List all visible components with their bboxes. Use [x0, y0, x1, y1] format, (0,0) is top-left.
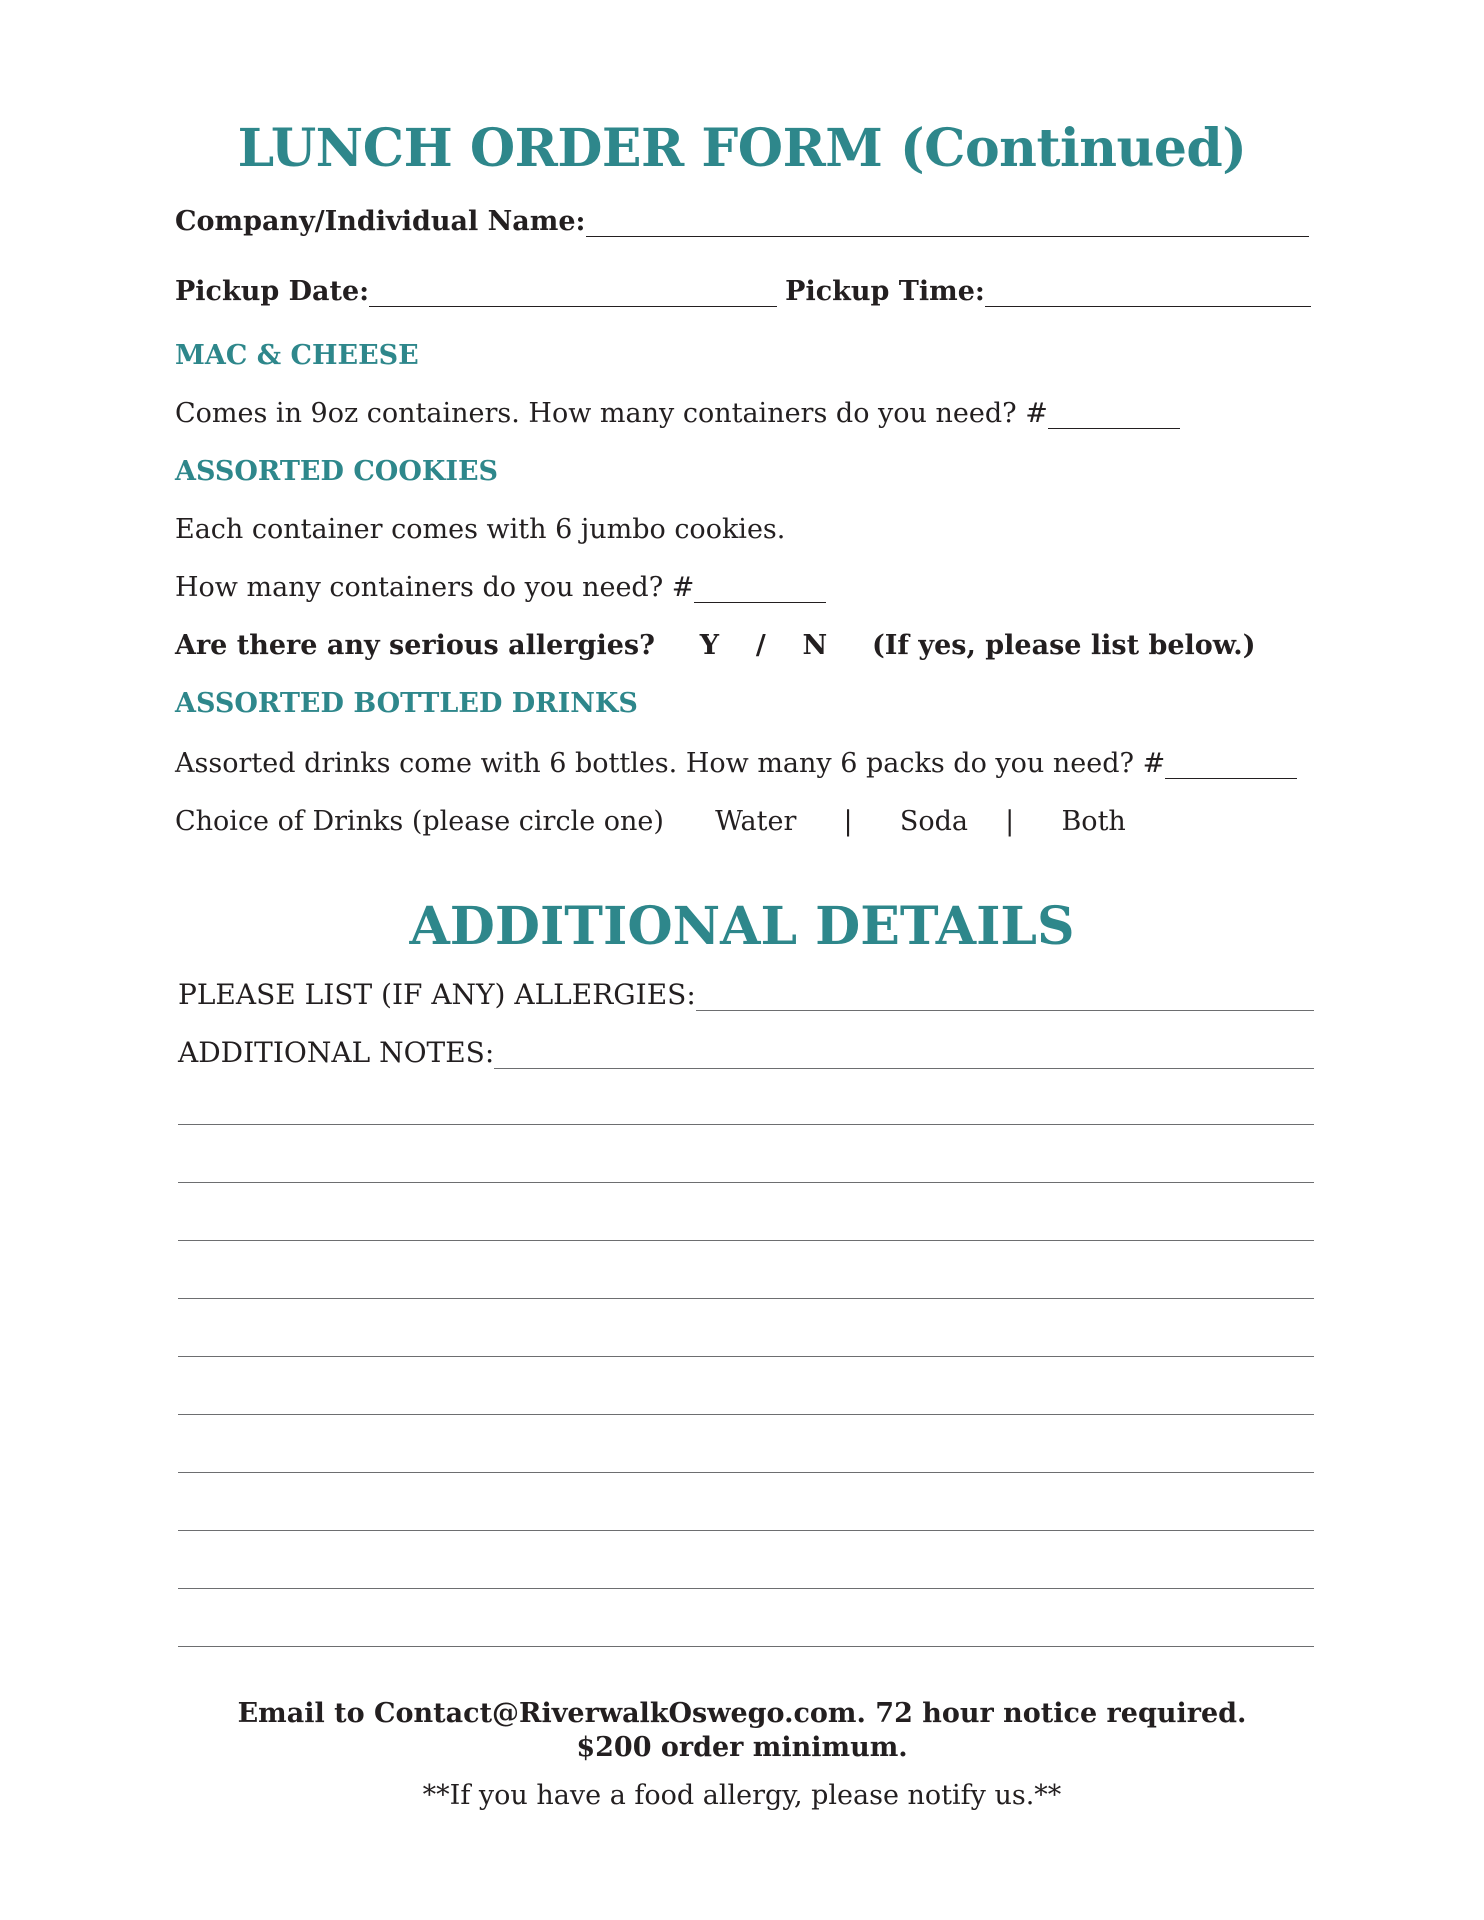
notes-line[interactable] [178, 1298, 1314, 1299]
allergies-label: PLEASE LIST (IF ANY) ALLERGIES: [178, 978, 696, 1011]
cookies-row [175, 572, 826, 603]
drinks-text: Assorted drinks come with 6 bottles. How many 6 packs do you need? # [175, 748, 1166, 779]
allergy-question-row [175, 630, 1255, 661]
cookies-heading: ASSORTED COOKIES [175, 456, 499, 487]
notes-line[interactable] [178, 1472, 1314, 1473]
pickup-date-label: Pickup Date: [175, 276, 370, 307]
pickup-row [175, 276, 1311, 307]
notes-line[interactable] [178, 1646, 1314, 1647]
drinks-row [175, 748, 1297, 779]
pickup-date-field[interactable] [369, 284, 777, 307]
additional-details-title: ADDITIONAL DETAILS [409, 896, 1075, 957]
mac-cheese-row [175, 398, 1180, 429]
drink-option-soda[interactable]: Soda [899, 806, 968, 837]
allergy-slash: / [755, 630, 766, 661]
mac-cheese-text: Comes in 9oz containers. How many containers do you need? # [175, 398, 1048, 429]
cookies-question: How many containers do you need? # [175, 572, 695, 603]
notes-line[interactable] [178, 1588, 1314, 1589]
drink-choice-label: Choice of Drinks (please circle one) [175, 806, 664, 837]
notes-line[interactable] [178, 1356, 1314, 1357]
drinks-heading: ASSORTED BOTTLED DRINKS [175, 688, 638, 719]
pickup-time-field[interactable] [985, 284, 1311, 307]
notes-line[interactable] [178, 1240, 1314, 1241]
drink-option-water[interactable]: Water [715, 806, 797, 837]
company-name-label: Company/Individual Name: [175, 206, 586, 237]
cookies-quantity-field[interactable] [694, 580, 826, 603]
mac-cheese-heading: MAC & CHEESE [175, 340, 419, 371]
notes-line[interactable] [178, 1182, 1314, 1183]
allergy-yes-option[interactable]: Y [699, 630, 719, 661]
notes-row [178, 1036, 1314, 1069]
footer-minimum-line: $200 order minimum. [576, 1732, 908, 1763]
pickup-time-label: Pickup Time: [785, 276, 985, 307]
notes-line[interactable] [178, 1414, 1314, 1415]
footer-allergy-note: **If you have a food allergy, please notify us.** [422, 1780, 1062, 1811]
company-name-field[interactable] [586, 214, 1309, 237]
drink-separator: | [1005, 806, 1015, 837]
allergies-row [178, 978, 1314, 1011]
notes-line[interactable] [178, 1530, 1314, 1531]
drink-separator: | [843, 806, 853, 837]
page-title: LUNCH ORDER FORM (Continued) [237, 118, 1247, 179]
notes-field[interactable] [494, 1046, 1314, 1069]
cookies-description: Each container comes with 6 jumbo cookies. [175, 514, 786, 545]
footer-email-line: Email to Contact@RiverwalkOswego.com. 72 hour notice required. [237, 1698, 1247, 1729]
allergy-no-option[interactable]: N [802, 630, 828, 661]
notes-label: ADDITIONAL NOTES: [178, 1036, 495, 1069]
company-name-row [175, 206, 1309, 237]
drink-option-both[interactable]: Both [1061, 806, 1126, 837]
allergy-question: Are there any serious allergies? [175, 630, 655, 661]
allergy-note: (If yes, please list below.) [872, 630, 1256, 661]
drinks-quantity-field[interactable] [1165, 756, 1297, 779]
mac-cheese-quantity-field[interactable] [1048, 406, 1180, 429]
notes-line[interactable] [178, 1124, 1314, 1125]
drink-choice-row [175, 806, 1126, 837]
allergies-field[interactable] [696, 988, 1314, 1011]
